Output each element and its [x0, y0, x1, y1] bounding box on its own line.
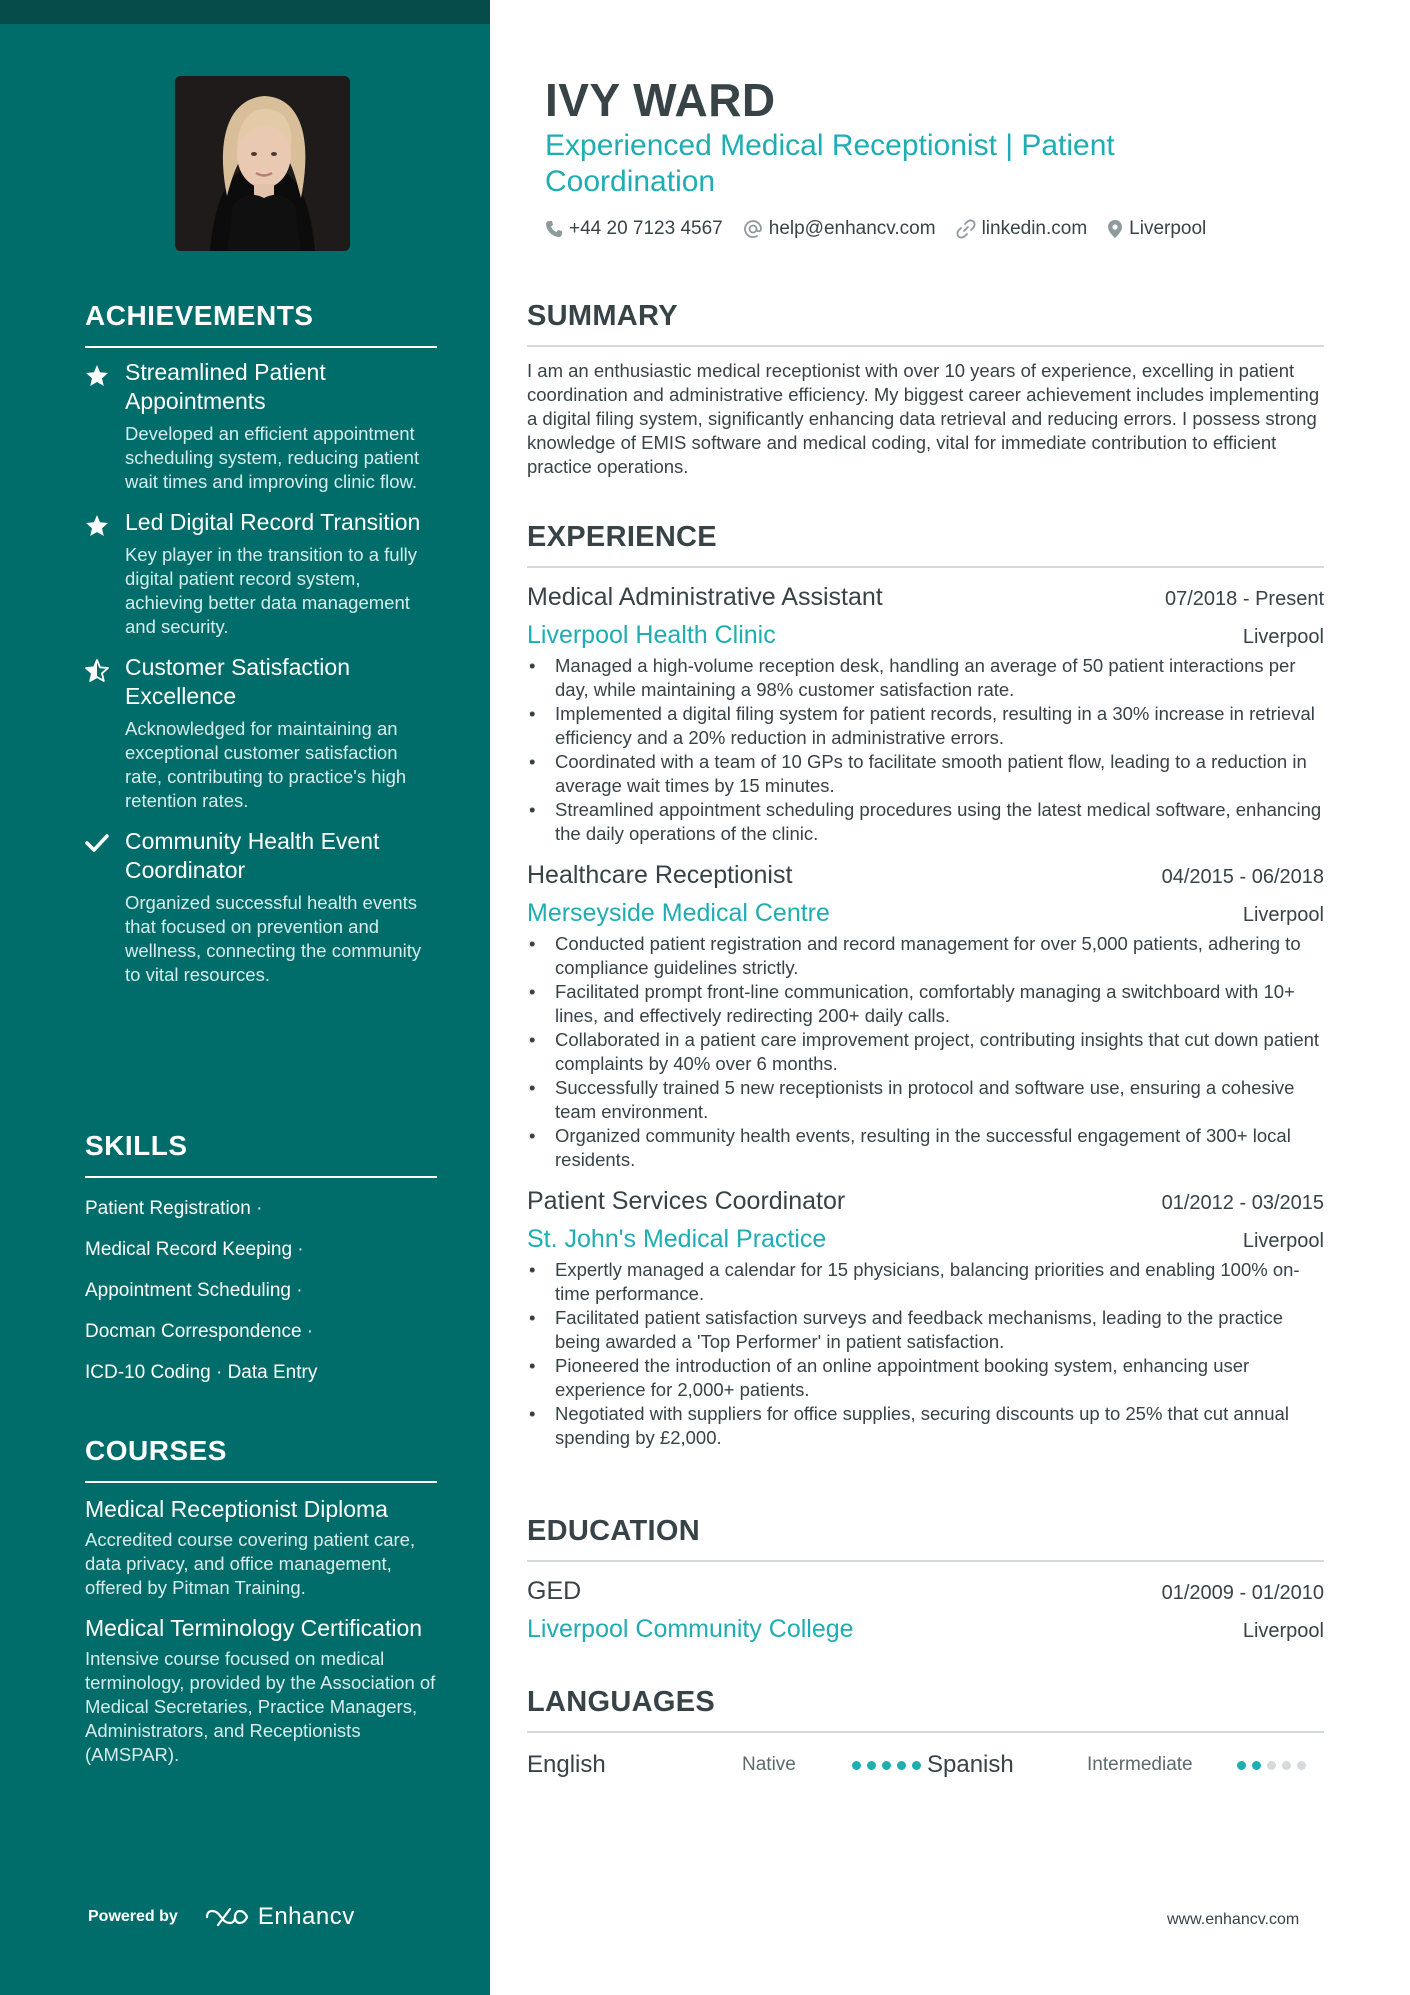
- job-company: Merseyside Medical Centre: [527, 899, 830, 927]
- education-section: [527, 1515, 1324, 1646]
- courses-heading: COURSES: [85, 1435, 437, 1483]
- achievement-desc: Acknowledged for maintaining an exceptional customer satisfaction rate, contributing to practice's high retention rates.: [125, 718, 407, 811]
- rating-dot: [897, 1761, 906, 1770]
- bullet-item: • Facilitated prompt front-line communication, comfortably managing a switchboard with 10+ lines, and effectively redirecting 200+ daily calls.: [527, 980, 1324, 1028]
- job-dates: 07/2018 - Present: [1165, 588, 1324, 610]
- skills-section: [85, 1130, 437, 1393]
- skill-line: Appointment Scheduling ·: [85, 1280, 303, 1301]
- skill-line: Docman Correspondence ·: [85, 1321, 314, 1342]
- location-contact: [1107, 218, 1206, 240]
- achievement-title: Led Digital Record Transition: [125, 509, 421, 535]
- job-title: Healthcare Receptionist: [527, 861, 793, 889]
- bullet-item: • Conducted patient registration and record management for over 5,000 patients, adhering to compliance guidelines strictly.: [527, 932, 1324, 980]
- linkedin-contact[interactable]: [956, 218, 1088, 240]
- summary-section: [527, 300, 1324, 479]
- language-rating: [852, 1761, 927, 1770]
- achievement-desc: Developed an efficient appointment scheduling system, reducing patient wait times and improving clinic flow.: [125, 423, 420, 492]
- sidebar-top-band: [0, 0, 490, 24]
- rating-dot: [882, 1761, 891, 1770]
- brand-name: Enhancv: [257, 1903, 355, 1930]
- course-title: Medical Terminology Certification: [85, 1615, 423, 1641]
- rating-dot: [1297, 1761, 1306, 1770]
- email-contact[interactable]: [743, 218, 936, 240]
- site-link[interactable]: www.enhancv.com: [1167, 1911, 1300, 1928]
- job-dates: 01/2012 - 03/2015: [1161, 1192, 1324, 1214]
- skills-heading: SKILLS: [85, 1130, 437, 1178]
- bullet-item: • Streamlined appointment scheduling procedures using the latest medical software, enhancing the daily operations of the clinic.: [527, 798, 1324, 846]
- skill-tag: Patient Registration: [85, 1198, 251, 1219]
- skill-line: ICD-10 Coding · Data Entry: [85, 1362, 318, 1383]
- skill-tag: Data Entry: [227, 1362, 318, 1383]
- rating-dot: [1237, 1761, 1246, 1770]
- checkmark-icon: [85, 827, 125, 987]
- education-entry: [527, 1574, 1324, 1646]
- enhancv-logo-icon: [204, 1905, 250, 1929]
- skill-line: Medical Record Keeping ·: [85, 1239, 304, 1260]
- achievement-desc: Organized successful health events that focused on prevention and wellness, connecting the community to vital resources.: [125, 892, 422, 985]
- experience-heading: EXPERIENCE: [527, 521, 1324, 568]
- course-title: Medical Receptionist Diploma: [85, 1496, 388, 1522]
- profile-photo: [175, 76, 350, 251]
- job-title: Medical Administrative Assistant: [527, 583, 883, 611]
- powered-by-label: Powered by: [88, 1908, 178, 1925]
- language-rating: [1237, 1761, 1312, 1770]
- bullet-item: • Coordinated with a team of 10 GPs to facilitate smooth patient flow, leading to a reduction in average wait times by 15 minutes.: [527, 750, 1324, 798]
- link-icon: [956, 219, 976, 239]
- achievements-heading: ACHIEVEMENTS: [85, 300, 437, 348]
- contact-row: [545, 218, 1245, 240]
- job-location: Liverpool: [1242, 1230, 1324, 1252]
- location-text: Liverpool: [1129, 218, 1207, 239]
- bullet-item: • Pioneered the introduction of an online appointment booking system, enhancing user experience for 2,000+ patients.: [527, 1354, 1324, 1402]
- resume-header: [545, 74, 1245, 240]
- achievement-desc: Key player in the transition to a fully digital patient record system, achieving better data management and security.: [125, 544, 418, 637]
- job-bullets: [527, 654, 1324, 846]
- achievement-item: [85, 653, 437, 813]
- bullet-item: • Facilitated patient satisfaction surveys and feedback mechanisms, leading to the practice being awarded a 'Top Performer' in patient satisfaction.: [527, 1306, 1324, 1354]
- star-icon: [85, 508, 125, 639]
- sidebar: [0, 0, 490, 1995]
- candidate-name: IVY WARD: [545, 74, 776, 126]
- rating-dot: [867, 1761, 876, 1770]
- half-star-icon: [85, 653, 125, 813]
- language-name: Spanish: [927, 1751, 1014, 1778]
- language-name: English: [527, 1751, 606, 1778]
- skill-line: Patient Registration ·: [85, 1198, 263, 1219]
- rating-dot: [852, 1761, 861, 1770]
- phone-text: +44 20 7123 4567: [569, 218, 723, 239]
- phone-contact[interactable]: [545, 218, 723, 240]
- achievement-item: [85, 358, 437, 494]
- school-name: Liverpool Community College: [527, 1615, 854, 1643]
- rating-dot: [1252, 1761, 1261, 1770]
- job-dates: 04/2015 - 06/2018: [1161, 866, 1324, 888]
- degree: GED: [527, 1577, 582, 1605]
- rating-dot: [1267, 1761, 1276, 1770]
- enhancv-logo[interactable]: [204, 1903, 355, 1931]
- powered-by: [88, 1903, 355, 1931]
- education-dates: 01/2009 - 01/2010: [1161, 1582, 1324, 1604]
- bullet-item: • Managed a high-volume reception desk, handling an average of 50 patient interactions per day, while maintaining a 98% customer satisfaction rate.: [527, 654, 1324, 702]
- course-item: [85, 1614, 437, 1767]
- job-location: Liverpool: [1242, 904, 1324, 926]
- summary-heading: SUMMARY: [527, 300, 1324, 347]
- bullet-item: • Collaborated in a patient care improvement project, contributing insights that cut down patient complaints by 40% over 6 months.: [527, 1028, 1324, 1076]
- school-location: Liverpool: [1242, 1620, 1324, 1642]
- skill-tag: Appointment Scheduling: [85, 1280, 291, 1301]
- rating-dot: [1282, 1761, 1291, 1770]
- languages-heading: LANGUAGES: [527, 1686, 1324, 1733]
- job-company: Liverpool Health Clinic: [527, 621, 776, 649]
- languages-section: [527, 1686, 1324, 1779]
- headline: Experienced Medical Receptionist | Patient Coordination: [545, 129, 1115, 198]
- language-level: Intermediate: [1087, 1754, 1193, 1775]
- email-text: help@enhancv.com: [768, 218, 936, 239]
- rating-dot: [912, 1761, 921, 1770]
- job-company: St. John's Medical Practice: [527, 1225, 827, 1253]
- achievements-section: [85, 300, 437, 1001]
- skill-tag: ICD-10 Coding: [85, 1362, 211, 1383]
- language-item: [927, 1751, 1324, 1779]
- summary-text: I am an enthusiastic medical receptionist with over 10 years of experience, excelling in patient coordination and administrative efficiency. My biggest career achievement includes implementing a digital filing system, significantly enhancing data retrieval and reducing errors. I possess strong knowledge of EMIS software and medical coding, vital for immediate contribution to efficient practice operations.: [527, 360, 1320, 477]
- job-title: Patient Services Coordinator: [527, 1187, 846, 1215]
- phone-icon: [545, 220, 563, 238]
- achievement-title: Streamlined Patient Appointments: [125, 359, 326, 414]
- skill-tag: Medical Record Keeping: [85, 1239, 293, 1260]
- bullet-item: • Negotiated with suppliers for office supplies, securing discounts up to 25% that cut annual spending by £2,000.: [527, 1402, 1324, 1450]
- bullet-item: • Successfully trained 5 new receptionists in protocol and software use, ensuring a cohesive team environment.: [527, 1076, 1324, 1124]
- achievement-title: Community Health Event Coordinator: [125, 828, 380, 883]
- achievement-item: [85, 508, 437, 639]
- job-entry: [527, 1184, 1324, 1450]
- job-bullets: [527, 932, 1324, 1172]
- course-item: [85, 1495, 437, 1600]
- experience-section: [527, 521, 1324, 1450]
- bullet-item: • Implemented a digital filing system for patient records, resulting in a 30% increase in retrieval efficiency and a 20% reduction in administrative errors.: [527, 702, 1324, 750]
- courses-section: [85, 1435, 437, 1767]
- bullet-item: • Organized community health events, resulting in the successful engagement of 300+ local residents.: [527, 1124, 1324, 1172]
- linkedin-text: linkedin.com: [981, 218, 1088, 239]
- skill-tag: Docman Correspondence: [85, 1321, 302, 1342]
- achievement-item: [85, 827, 437, 987]
- course-desc: Intensive course focused on medical terminology, provided by the Association of Medical Secretaries, Practice Managers, Administrators, and Receptionists (AMSPAR).: [85, 1648, 436, 1765]
- language-level: Native: [742, 1754, 796, 1775]
- course-desc: Accredited course covering patient care, data privacy, and office management, offered by Pitman Training.: [85, 1529, 416, 1598]
- job-entry: [527, 580, 1324, 846]
- job-entry: [527, 858, 1324, 1172]
- at-icon: [743, 219, 763, 239]
- star-icon: [85, 358, 125, 494]
- job-location: Liverpool: [1242, 626, 1324, 648]
- location-pin-icon: [1107, 219, 1123, 239]
- language-item: [527, 1751, 927, 1779]
- education-heading: EDUCATION: [527, 1515, 1324, 1562]
- achievement-title: Customer Satisfaction Excellence: [125, 654, 350, 709]
- bullet-item: • Expertly managed a calendar for 15 physicians, balancing priorities and enabling 100% on-time performance.: [527, 1258, 1324, 1306]
- job-bullets: [527, 1258, 1324, 1450]
